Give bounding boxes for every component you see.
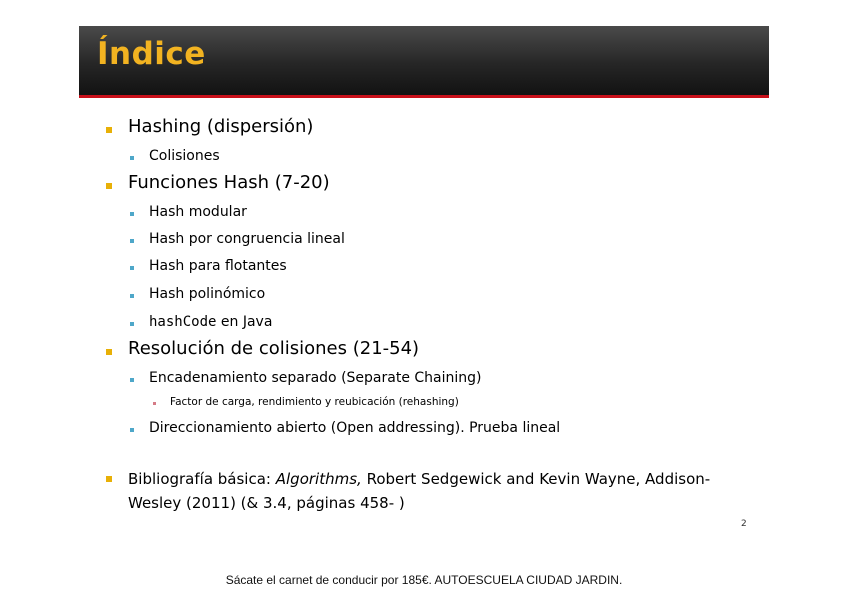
bullet-direccionamiento: Direccionamiento abierto (Open addressing). Prueba lineal [149, 420, 561, 436]
bullet-marker [130, 266, 134, 270]
bibliography-details: Robert Sedgewick and Kevin Wayne, Addison-Wesley (2011) (& 3.4, páginas 458- ) [128, 470, 711, 512]
bullet-hashing: Hashing (dispersión) [128, 116, 314, 137]
bibliography [128, 467, 738, 515]
bullet-hashcode-java [149, 314, 272, 330]
bullet-hash-flotantes: Hash para flotantes [149, 258, 287, 274]
bullet-marker [130, 156, 134, 160]
bullet-marker [130, 294, 134, 298]
code-hashcode: hashCode [149, 314, 217, 330]
bullet-marker [106, 183, 112, 189]
bibliography-book-title: Algorithms, [275, 470, 362, 488]
title-underline [79, 95, 769, 98]
bullet-colisiones: Colisiones [149, 148, 220, 164]
bullet-funciones-hash: Funciones Hash (7-20) [128, 172, 330, 193]
bullet-marker [130, 239, 134, 243]
bullet-hash-congruencia: Hash por congruencia lineal [149, 231, 345, 247]
bibliography-prefix: Bibliografía básica: [128, 470, 276, 488]
bullet-hash-modular: Hash modular [149, 204, 247, 220]
bullet-marker [153, 402, 156, 405]
bullet-hash-polinomico: Hash polinómico [149, 286, 266, 302]
bullet-marker [130, 378, 134, 382]
page-number: 2 [741, 519, 747, 529]
bullet-marker [130, 428, 134, 432]
bullet-encadenamiento: Encadenamiento separado (Separate Chaining) [149, 370, 482, 386]
bullet-marker [106, 476, 112, 482]
bullet-marker [130, 212, 134, 216]
bullet-marker [130, 322, 134, 326]
slide-title: Índice [97, 36, 206, 72]
bullet-factor-carga: Factor de carga, rendimiento y reubicación (rehashing) [170, 396, 459, 408]
bullet-marker [106, 349, 112, 355]
hashcode-suffix: en Java [216, 314, 273, 330]
bullet-resolucion-colisiones: Resolución de colisiones (21-54) [128, 338, 420, 359]
footer-ad: Sácate el carnet de conducir por 185€. AUTOESCUELA CIUDAD JARDIN. [225, 573, 623, 587]
bullet-marker [106, 127, 112, 133]
